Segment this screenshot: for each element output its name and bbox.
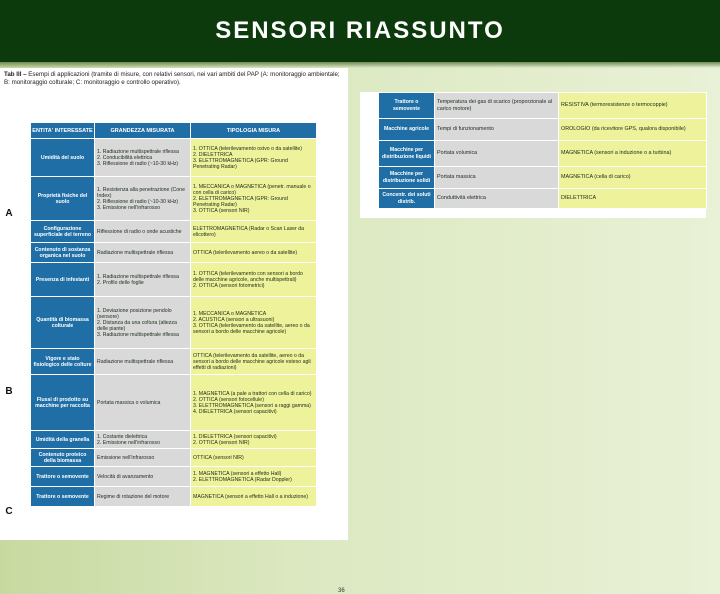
entity-cell: Configurazione superficiale del terreno xyxy=(31,221,95,243)
entity-cell: Macchine agricole xyxy=(379,119,435,141)
measure-cell: Radiazione multispettrale riflessa xyxy=(95,349,191,375)
caption-text: Esempi di applicazioni (tramite di misure, con relativi sensori, nei vari ambiti del PAP (A: monitoraggio ambientale; B: monitoraggio colturale; C: monitoraggio e controllo operativo). xyxy=(4,71,340,86)
measure-type-cell: 1. OTTICA (telerilevamento ostvo o da satellite) 2. DIELETTRICA 3. ELETTROMAGNETICA (GPR: Ground Penetrating Radar) xyxy=(191,139,317,177)
measure-type-cell: 1. MAGNETICA (a pale a trattori con cella di carico) 2. OTTICA (sensori fotocellule) 3. ELETTROMAGNETICA (sensori a raggi gamma) 4. DIELETTRICA (sensori capacitivi) xyxy=(191,375,317,431)
table-row xyxy=(31,349,317,375)
table-row xyxy=(31,177,317,221)
measure-type-cell: 1. OTTICA (telerilevamento con sensori a bordo delle macchine agricole, anche multispettrali) 2. OTTICA (sensori fotometrici) xyxy=(191,263,317,297)
side-table-row xyxy=(379,189,707,209)
table-row xyxy=(31,221,317,243)
header-type: TIPOLOGIA MISURA xyxy=(191,123,317,139)
table-row xyxy=(31,375,317,431)
measure-cell: Temperatura dei gas di scarico (proporzionale al carico motore) xyxy=(435,93,559,119)
measure-cell: Portata volumica xyxy=(435,141,559,167)
slide-title-bar xyxy=(0,0,720,62)
section-letter: A xyxy=(5,208,13,219)
document-scan xyxy=(0,68,348,594)
side-table-row xyxy=(379,141,707,167)
page-number: 36 xyxy=(338,588,345,594)
entity-cell: Umidità della granella xyxy=(31,431,95,449)
entity-cell: Contenuto proteico della biomassa xyxy=(31,449,95,467)
measure-type-cell: DIELETTRICA xyxy=(559,189,707,209)
measure-cell: Tempi di funzionamento xyxy=(435,119,559,141)
header-entity: ENTITA' INTERESSATE xyxy=(31,123,95,139)
side-table-body xyxy=(379,93,707,209)
measure-type-cell: 1. MECCANICA o MAGNETICA (penetr. manuale o con cella di carico) 2. ELETTROMAGNETICA (GPR: Ground Penetrating Radar) 3. OTTICA (sensori NIR) xyxy=(191,177,317,221)
table-row xyxy=(31,297,317,349)
sensor-table xyxy=(30,122,317,507)
measure-cell: Riflessione di radio o onde acustiche xyxy=(95,221,191,243)
side-table-row xyxy=(379,93,707,119)
table-header-row xyxy=(31,123,317,139)
entity-cell: Quantità di biomassa colturale xyxy=(31,297,95,349)
header-measure: GRANDEZZA MISURATA xyxy=(95,123,191,139)
table-body xyxy=(31,139,317,507)
table-row xyxy=(31,467,317,487)
entity-cell: Macchine per distribuzione liquidi xyxy=(379,141,435,167)
measure-cell: 1. Radiazione multispettrale riflessa 2. Conducibilità elettrica 3. Riflessione di radio (~10-30 kHz) xyxy=(95,139,191,177)
entity-cell: Flussi di prodotto su macchine per raccolta xyxy=(31,375,95,431)
sensor-table-wrapper xyxy=(30,122,316,540)
entity-cell: Trattore o semovente xyxy=(31,467,95,487)
caption-label: Tab III – xyxy=(4,71,29,78)
measure-cell: Velocità di avanzamento xyxy=(95,467,191,487)
side-table-panel xyxy=(360,92,706,218)
measure-type-cell: 1. DIELETTRICA (sensori capacitivi) 2. OTTICA (sensori NIR) xyxy=(191,431,317,449)
section-letter: C xyxy=(5,506,13,517)
entity-cell: Contenuto di sostanza organica nel suolo xyxy=(31,243,95,263)
table-row xyxy=(31,431,317,449)
table-row xyxy=(31,263,317,297)
measure-type-cell: RESISTIVA (termoresistenze o termocoppie) xyxy=(559,93,707,119)
measure-type-cell: MAGNETICA (sensori a effetto Hall o a induzione) xyxy=(191,487,317,507)
side-table-row xyxy=(379,119,707,141)
side-table-row xyxy=(379,167,707,189)
entity-cell: Umidità del suolo xyxy=(31,139,95,177)
measure-cell: Emissione nell'infrarosso xyxy=(95,449,191,467)
entity-cell: Vigore e stato fisiologico delle colture xyxy=(31,349,95,375)
entity-cell: Trattore o semovente xyxy=(379,93,435,119)
entity-cell: Concentr. dei soluti distrib. xyxy=(379,189,435,209)
measure-cell: Portata massica o volumica xyxy=(95,375,191,431)
measure-cell: 1. Costante dielettrica 2. Emissione nell'infrarosso xyxy=(95,431,191,449)
table-caption xyxy=(0,68,348,120)
measure-type-cell: OTTICA (telerilevamento aereo o da satellite) xyxy=(191,243,317,263)
table-row xyxy=(31,139,317,177)
slide-title: SENSORI RIASSUNTO xyxy=(215,17,505,44)
measure-cell: Radiazione multispettrale riflessa xyxy=(95,243,191,263)
measure-type-cell: 1. MAGNETICA (sensori a effetto Hall) 2. ELETTROMAGNETICA (Radar Doppler) xyxy=(191,467,317,487)
measure-type-cell: MAGNETICA (cella di carico) xyxy=(559,167,707,189)
table-row xyxy=(31,487,317,507)
section-letter: B xyxy=(5,386,13,397)
table-row xyxy=(31,243,317,263)
measure-cell: 1. Deviazione posizione pendolo (sensore) 2. Distanza da una coltura (altezza delle piante) 3. Radiazione multispettrale riflessa xyxy=(95,297,191,349)
measure-type-cell: ELETTROMAGNETICA (Radar o Scan Laser da elicottero) xyxy=(191,221,317,243)
measure-type-cell: OTTICA (sensori NIR) xyxy=(191,449,317,467)
side-table xyxy=(378,92,707,209)
measure-cell: Portata massica xyxy=(435,167,559,189)
measure-type-cell: 1. MECCANICA o MAGNETICA 2. ACUSTICA (sensori a ultrasuoni) 3. OTTICA (telerilevamento da satellite, aereo o da sensori a bordo delle macchine agricole) xyxy=(191,297,317,349)
measure-cell: 1. Resistenza alla penetrazione (Cone Index) 2. Riflessione di radio (~10-30 kHz) 3. Emissione nell'infrarosso xyxy=(95,177,191,221)
entity-cell: Macchine per distribuzione solidi xyxy=(379,167,435,189)
entity-cell: Proprietà fisiche del suolo xyxy=(31,177,95,221)
table-row xyxy=(31,449,317,467)
measure-cell: Regime di rotazione del motore xyxy=(95,487,191,507)
entity-cell: Trattore o semovente xyxy=(31,487,95,507)
measure-type-cell: OROLOGIO (da ricevitore GPS, qualora disponibile) xyxy=(559,119,707,141)
measure-cell: Conduttività elettrica xyxy=(435,189,559,209)
entity-cell: Presenza di infestanti xyxy=(31,263,95,297)
measure-type-cell: MAGNETICA (sensori a induzione o a turbina) xyxy=(559,141,707,167)
measure-type-cell: OTTICA (telerilevamento da satellite, aereo o da sensori a bordo delle macchine agricole esteso agli effetti di radiazioni) xyxy=(191,349,317,375)
measure-cell: 1. Radiazione multispettrale riflessa 2. Profilo delle foglie xyxy=(95,263,191,297)
side-panel-margin xyxy=(360,92,378,218)
